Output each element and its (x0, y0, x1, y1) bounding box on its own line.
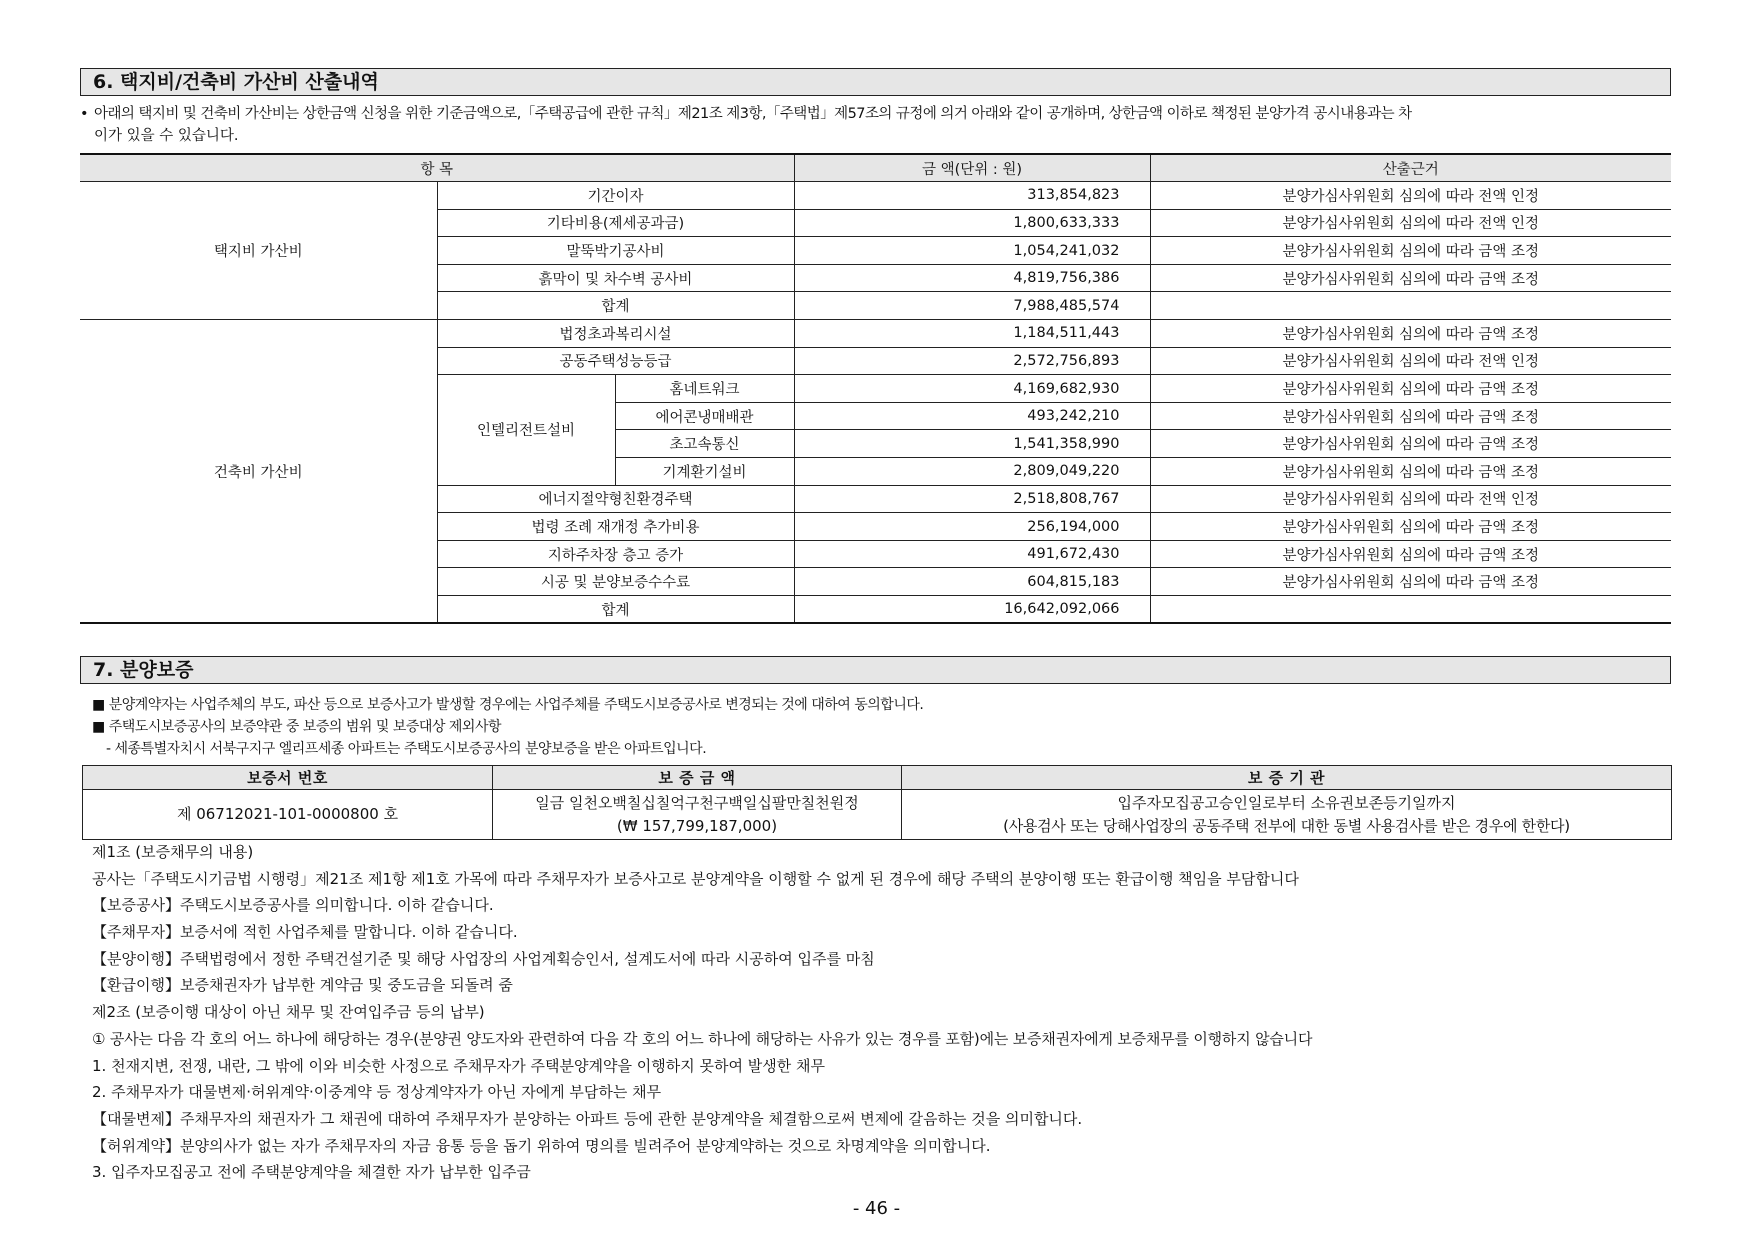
row-item: 합계 (437, 292, 794, 320)
row-basis: 분양가심사위원회 심의에 따라 전액 인정 (1150, 485, 1671, 513)
header-item: 항 목 (80, 154, 794, 182)
row-item: 법령 조례 재개정 추가비용 (437, 513, 794, 541)
row-amount: 1,800,633,333 (794, 209, 1150, 237)
row-item: 기간이자 (437, 182, 794, 210)
row-item: 공동주택성능등급 (437, 347, 794, 375)
row-item: 초고속통신 (615, 430, 794, 458)
group-intelligent: 인텔리전트설비 (437, 375, 615, 485)
row-amount: 16,642,092,066 (794, 596, 1150, 624)
row-item: 말뚝박기공사비 (437, 237, 794, 265)
terms-line: ① 공사는 다음 각 호의 어느 하나에 해당하는 경우(분양권 양도자와 관련하여 다음 각 호의 어느 하나에 해당하는 사유가 있는 경우를 포함)에는 보증채권자에게 보증채무를 이행하지 않습니다 (92, 1029, 1313, 1048)
header-cert-number: 보증서 번호 (83, 766, 493, 790)
row-amount: 2,518,808,767 (794, 485, 1150, 513)
square-bullet: ■ (92, 719, 105, 735)
section-6-header: 6. 택지비/건축비 가산비 산출내역 (80, 68, 1671, 96)
row-item: 법정초과복리시설 (437, 320, 794, 348)
row-amount: 493,242,210 (794, 402, 1150, 430)
intro-line-2: 이가 있을 수 있습니다. (94, 128, 239, 144)
row-item: 기타비용(제세공과금) (437, 209, 794, 237)
row-basis: 분양가심사위원회 심의에 따라 금액 조정 (1150, 430, 1671, 458)
row-amount: 4,819,756,386 (794, 264, 1150, 292)
terms-line: 3. 입주자모집공고 전에 주택분양계약을 체결한 자가 납부한 입주금 (92, 1163, 531, 1182)
row-basis: 분양가심사위원회 심의에 따라 금액 조정 (1150, 568, 1671, 596)
row-item: 시공 및 분양보증수수료 (437, 568, 794, 596)
row-amount: 256,194,000 (794, 513, 1150, 541)
row-item: 지하주차장 층고 증가 (437, 540, 794, 568)
group-land-cost: 택지비 가산비 (80, 182, 437, 320)
row-amount: 7,988,485,574 (794, 292, 1150, 320)
note-item (92, 738, 923, 760)
guarantee-period (902, 790, 1672, 840)
row-amount: 313,854,823 (794, 182, 1150, 210)
terms-line: 【허위계약】분양의사가 없는 자가 주채무자의 자금 융통 등을 돕기 위하여 명의를 빌려주어 분양계약하는 것으로 차명계약을 의미합니다. (92, 1136, 991, 1155)
row-basis: 분양가심사위원회 심의에 따라 전액 인정 (1150, 209, 1671, 237)
terms-line: 제1조 (보증채무의 내용) (92, 843, 254, 861)
guarantee-terms (92, 839, 1312, 1186)
section-6-intro (80, 103, 1680, 147)
row-basis: 분양가심사위원회 심의에 따라 금액 조정 (1150, 402, 1671, 430)
terms-line: 제2조 (보증이행 대상이 아닌 채무 및 잔여입주금 등의 납부) (92, 1003, 485, 1022)
row-basis (1150, 596, 1671, 624)
terms-line: 【대물변제】주채무자의 채권자가 그 채권에 대하여 주채무자가 분양하는 아파트 등에 관한 분양계약을 체결함으로써 변제에 갈음하는 것을 의미합니다. (92, 1109, 1083, 1128)
row-item: 기계환기설비 (615, 458, 794, 486)
period-line-2: (사용검사 또는 당해사업장의 공동주택 전부에 대한 동별 사용검사를 받은 경우에 한한다) (1003, 816, 1570, 835)
terms-line: 【주채무자】보증서에 적힌 사업주체를 말합니다. 이하 같습니다. (92, 923, 518, 942)
group-build-cost: 건축비 가산비 (80, 320, 437, 624)
page-number: - 46 - (852, 1198, 901, 1219)
row-basis: 분양가심사위원회 심의에 따라 금액 조정 (1150, 264, 1671, 292)
terms-line: 【분양이행】주택법령에서 정한 주택건설기준 및 해당 사업장의 사업계획승인서, 설계도서에 따라 시공하여 입주를 마침 (92, 949, 875, 968)
table-row (80, 320, 1671, 348)
note-text: 세종특별자치시 서북구지구 엘리프세종 아파트는 주택도시보증공사의 분양보증을 받은 아파트입니다. (114, 741, 707, 757)
note-text: 주택도시보증공사의 보증약관 중 보증의 범위 및 보증대상 제외사항 (108, 719, 502, 735)
guarantee-notes (92, 694, 923, 760)
intro-bullet: • (80, 106, 89, 122)
row-item: 에어콘냉매배관 (615, 402, 794, 430)
row-amount: 1,054,241,032 (794, 237, 1150, 265)
terms-line: 2. 주채무자가 대물변제·허위계약·이중계약 등 정상계약자가 아닌 자에게 부담하는 채무 (92, 1083, 662, 1102)
terms-line: 1. 천재지변, 전쟁, 내란, 그 밖에 이와 비슷한 사정으로 주채무자가 주택분양계약을 이행하지 못하여 발생한 채무 (92, 1056, 825, 1075)
guarantee-data-row (83, 790, 1672, 840)
row-basis: 분양가심사위원회 심의에 따라 전액 인정 (1150, 347, 1671, 375)
row-amount: 4,169,682,930 (794, 375, 1150, 403)
row-basis: 분양가심사위원회 심의에 따라 금액 조정 (1150, 237, 1671, 265)
row-basis (1150, 292, 1671, 320)
guarantee-header-row (83, 766, 1672, 790)
cert-number: 제 06712021-101-0000800 호 (83, 790, 493, 840)
section-7-header: 7. 분양보증 (80, 656, 1671, 684)
row-item: 합계 (437, 596, 794, 624)
note-item (92, 716, 923, 738)
row-amount: 1,541,358,990 (794, 430, 1150, 458)
header-institution: 보 증 기 관 (902, 766, 1672, 790)
header-amount: 보 증 금 액 (493, 766, 902, 790)
row-amount: 1,184,511,443 (794, 320, 1150, 348)
guarantee-amount (493, 790, 902, 840)
amount-numeric: (₩ 157,799,187,000) (616, 816, 778, 835)
row-amount: 604,815,183 (794, 568, 1150, 596)
amount-korean: 일금 일천오백칠십칠억구천구백일십팔만칠천원정 (535, 793, 859, 812)
guarantee-table (82, 765, 1672, 840)
dash-bullet: - (106, 741, 111, 757)
row-amount: 2,809,049,220 (794, 458, 1150, 486)
row-item: 흙막이 및 차수벽 공사비 (437, 264, 794, 292)
row-basis: 분양가심사위원회 심의에 따라 금액 조정 (1150, 458, 1671, 486)
surcharge-table (80, 153, 1671, 624)
terms-line: 공사는「주택도시기금법 시행령」제21조 제1항 제1호 가목에 따라 주채무자가 보증사고로 분양계약을 이행할 수 없게 된 경우에 해당 주택의 분양이행 또는 환급이행 책임을 부담합니다 (92, 869, 1299, 888)
table-header-row (80, 154, 1671, 182)
period-line-1: 입주자모집공고승인일로부터 소유권보존등기일까지 (1117, 793, 1456, 812)
note-text: 분양계약자는 사업주체의 부도, 파산 등으로 보증사고가 발생할 경우에는 사업주체를 주택도시보증공사로 변경되는 것에 대하여 동의합니다. (108, 697, 924, 713)
row-amount: 491,672,430 (794, 540, 1150, 568)
terms-line: 【보증공사】주택도시보증공사를 의미합니다. 이하 같습니다. (92, 896, 494, 915)
row-basis: 분양가심사위원회 심의에 따라 금액 조정 (1150, 320, 1671, 348)
row-basis: 분양가심사위원회 심의에 따라 금액 조정 (1150, 540, 1671, 568)
note-item (92, 694, 923, 716)
row-basis: 분양가심사위원회 심의에 따라 금액 조정 (1150, 513, 1671, 541)
table-row (80, 182, 1671, 210)
row-item: 홈네트워크 (615, 375, 794, 403)
square-bullet: ■ (92, 697, 105, 713)
header-basis: 산출근거 (1150, 154, 1671, 182)
row-basis: 분양가심사위원회 심의에 따라 금액 조정 (1150, 375, 1671, 403)
header-amount: 금 액(단위 : 원) (794, 154, 1150, 182)
intro-line-1: 아래의 택지비 및 건축비 가산비는 상한금액 신청을 위한 기준금액으로,「주택공급에 관한 규칙」제21조 제3항,「주택법」제57조의 규정에 의거 아래와 같이 공개하며, 상한금액 이하로 책정된 분양가격 공시내용과는 차 (94, 106, 1412, 122)
row-basis: 분양가심사위원회 심의에 따라 전액 인정 (1150, 182, 1671, 210)
row-amount: 2,572,756,893 (794, 347, 1150, 375)
row-item: 에너지절약형친환경주택 (437, 485, 794, 513)
terms-line: 【환급이행】보증채권자가 납부한 계약금 및 중도금을 되돌려 줌 (92, 976, 513, 995)
